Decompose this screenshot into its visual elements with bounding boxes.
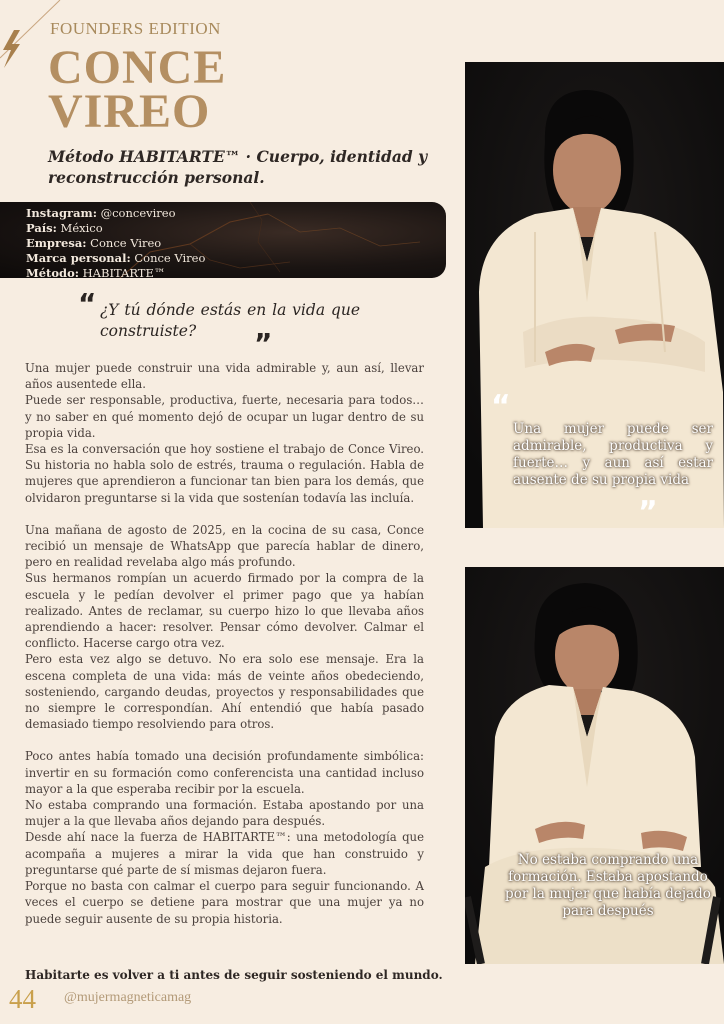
paragraph-gap bbox=[25, 732, 424, 748]
pullquote-1: Una mujer puede ser admirable, productiva y fuerte… y aun así estar ausente de su propia vida bbox=[513, 421, 713, 488]
info-row-instagram: Instagram: @concevireo bbox=[26, 206, 176, 220]
open-quote-icon: “ bbox=[78, 287, 97, 320]
edition-label: FOUNDERS EDITION bbox=[50, 19, 221, 38]
profile-info-box bbox=[0, 202, 446, 278]
profile-name bbox=[48, 41, 227, 138]
info-row-company: Empresa: Conce Vireo bbox=[26, 236, 162, 250]
info-row-country: País: México bbox=[26, 221, 103, 235]
body-paragraph: Pero esta vez algo se detuvo. No era solo ese mensaje. Era la escena completa de una vida: más de veinte años obedeciendo, sosteniendo, cargando deudas, proyectos y responsabilidades que no siempre le correspondían. Ahí entendió que había pasado demasiado tiempo resolviendo para otros. bbox=[25, 652, 424, 732]
info-row-method: Método: HABITARTE™ bbox=[26, 266, 166, 278]
paragraph-gap bbox=[25, 506, 424, 522]
body-paragraph: Esa es la conversación que hoy sostiene el trabajo de Conce Vireo. Su historia no habla solo de estrés, trauma o regulación. Habla de mujeres que aprendieron a funcionar tan bien para los demás, que olvidaron preguntarse si la vida que sostenían todavía las incluía. bbox=[25, 442, 424, 505]
article-body bbox=[25, 360, 424, 927]
body-paragraph: Una mañana de agosto de 2025, en la cocina de su casa, Conce recibió un mensaje de WhatsApp que parecía hablar de dinero, pero en realidad revelaba algo más profundo. bbox=[25, 522, 424, 570]
info-lines bbox=[26, 206, 205, 278]
magazine-handle: @mujermagneticamag bbox=[64, 990, 192, 1005]
body-paragraph: Poco antes había tomado una decisión profundamente simbólica: invertir en su formación como conferencista una cantidad incluso mayor a la que esperaba recibir por la escuela. bbox=[25, 749, 424, 796]
body-paragraph: Puede ser responsable, productiva, fuerte, necesaria para todos… y no saber en qué momento dejó de ocupar un lugar dentro de su propia vida. bbox=[25, 393, 424, 440]
body-paragraph: No estaba comprando una formación. Estaba apostando por una mujer a la que llevaba años dejando para después. bbox=[25, 798, 424, 829]
name-line-2: VIREO bbox=[48, 85, 211, 138]
pullquote-2: No estaba comprando una formación. Estaba apostando por la mujer que había dejado para después bbox=[505, 852, 711, 919]
intro-quote-text: ¿Y tú dónde estás en la vida que construiste? bbox=[100, 301, 360, 340]
close-quote-icon: ” bbox=[254, 327, 273, 360]
body-paragraph: Desde ahí nace la fuerza de HABITARTE™: una metodología que acompaña a mujeres a mirar la vida que han construido y preguntarse qué parte de sí mismas dejaron fuera. bbox=[25, 830, 424, 877]
pullquote-close-icon: ” bbox=[638, 495, 658, 530]
body-paragraph: Una mujer puede construir una vida admirable y, aun así, llevar años ausentede ella. bbox=[25, 361, 424, 392]
pullquote-open-icon: “ bbox=[491, 389, 511, 424]
article-subtitle: Método HABITARTE™ · Cuerpo, identidad y reconstrucción personal. bbox=[48, 147, 428, 187]
body-paragraph: Sus hermanos rompían un acuerdo firmado por la compra de la escuela y le pedían devolver el primer pago que ya habían realizado. Antes de reclamar, su cuerpo hizo lo que llevaba años aprendiendo a hacer: resolver. Pensar cómo devolver. Calmar el conflicto. Hacerse cargo otra vez. bbox=[25, 571, 424, 651]
name-line-1: CONCE bbox=[48, 41, 227, 94]
body-paragraph: Porque no basta con calmar el cuerpo para seguir funcionando. A veces el cuerpo se detiene para mostrar que una mujer ya no puede seguir ausente de su propia historia. bbox=[25, 879, 424, 926]
info-row-brand: Marca personal: Conce Vireo bbox=[26, 251, 206, 265]
page-number: 44 bbox=[9, 984, 36, 1014]
closing-statement: Habitarte es volver a ti antes de seguir sosteniendo el mundo. bbox=[25, 968, 443, 982]
